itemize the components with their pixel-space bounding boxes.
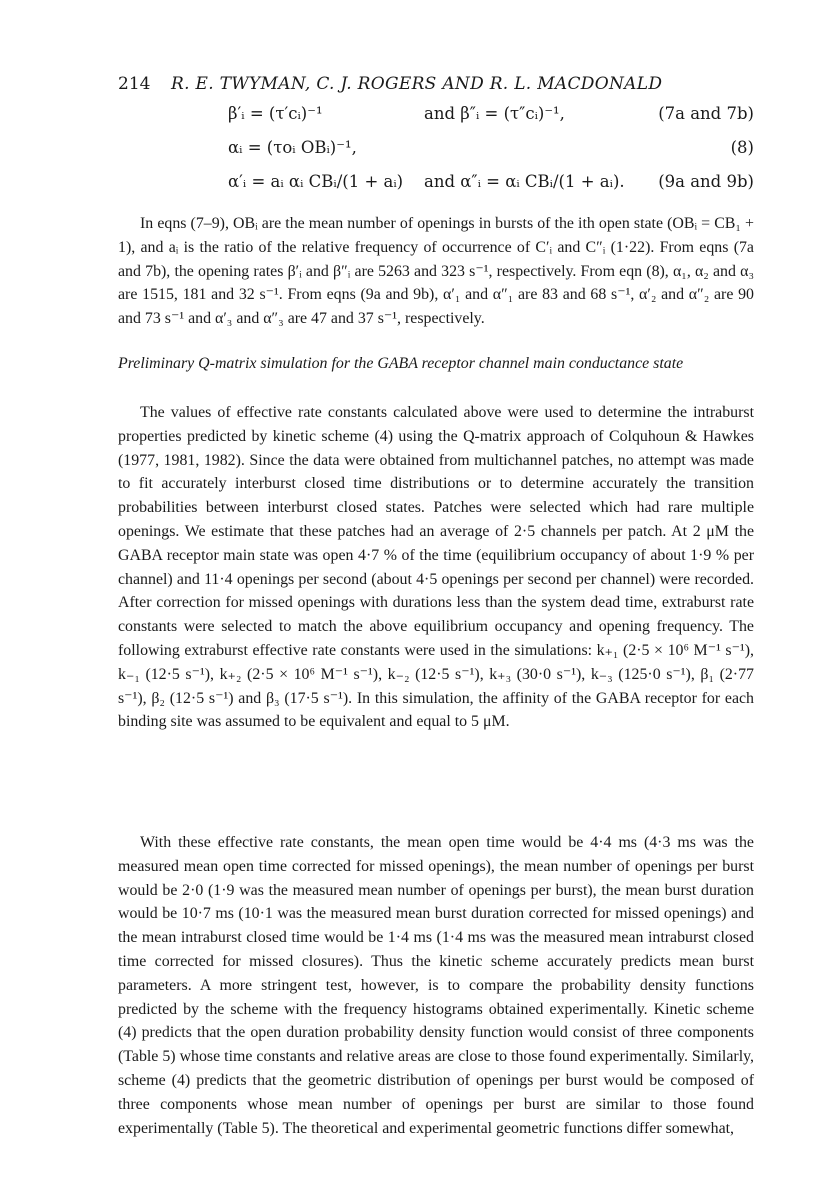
paragraph-eqn-explanation: In eqns (7–9), OBᵢ are the mean number of openings in bursts of the ith open state (OBᵢ = CB₁ + 1), and aᵢ is the ratio of the relative frequency of occurrence of C′ᵢ and C″ᵢ (1·22). From eqns (7a and 7b), the opening rates β′ᵢ and β″ᵢ are 5263 and 323 s⁻¹, respectively. From eqn (8), α₁, α₂ and α₃ are 1515, 181 and 32 s⁻¹. From eqns (9a and 9b), α′₁ and α″₁ are 83 and 68 s⁻¹, α′₂ and α″₂ are 90 and 73 s⁻¹ and α′₃ and α″₃ are 47 and 37 s⁻¹, respectively. bbox=[118, 215, 754, 328]
page-number: 214 bbox=[118, 74, 151, 94]
equation-7b: and β″ᵢ = (τ″cᵢ)⁻¹, bbox=[424, 104, 565, 123]
equation-9b: and α″ᵢ = αᵢ CBᵢ/(1 + aᵢ). bbox=[424, 172, 625, 191]
equation-9 bbox=[228, 172, 754, 196]
equation-7-number: (7a and 7b) bbox=[658, 104, 754, 123]
paragraph-simulation-results: With these effective rate constants, the mean open time would be 4·4 ms (4·3 ms was the measured mean open time corrected for missed openings), the mean number of openings per burst would be 2·0 (1·9 was the measured mean number of openings per burst), the mean burst duration would be 10·7 ms (10·1 was the measured mean burst duration corrected for missed openings) and the mean intraburst closed time would be 1·4 ms (1·4 ms was the measured mean intraburst closed time corrected for missed closures). Thus the kinetic scheme accurately predicts mean burst parameters. A more stringent test, however, is to compare the probability density functions predicted by the scheme with the frequency histograms obtained experimentally. Kinetic scheme (4) predicts that the open duration probability density function would consist of three components (Table 5) whose time constants and relative areas are close to those found experimentally. Similarly, scheme (4) predicts that the geometric distribution of openings per burst would be composed of three components whose mean number of openings per burst are similar to those found experimentally (Table 5). The theoretical and experimental geometric functions differ somewhat, bbox=[118, 834, 754, 1137]
equation-9-number: (9a and 9b) bbox=[658, 172, 754, 191]
equation-9a: α′ᵢ = aᵢ αᵢ CBᵢ/(1 + aᵢ) bbox=[228, 172, 404, 191]
equation-7 bbox=[228, 104, 754, 128]
running-head: R. E. TWYMAN, C. J. ROGERS AND R. L. MACDONALD bbox=[171, 74, 663, 94]
equation-8-body: αᵢ = (τoᵢ OBᵢ)⁻¹, bbox=[228, 138, 357, 157]
equation-8-number: (8) bbox=[730, 138, 754, 157]
section-heading: Preliminary Q-matrix simulation for the GABA receptor channel main conductance state bbox=[118, 355, 684, 372]
equation-7a: β′ᵢ = (τ′cᵢ)⁻¹ bbox=[228, 104, 323, 123]
page-header bbox=[118, 74, 754, 98]
paragraph-simulation-setup: The values of effective rate constants calculated above were used to determine the intraburst properties predicted by kinetic scheme (4) using the Q-matrix approach of Colquhoun & Hawkes (1977, 1981, 1982). Since the data were obtained from multichannel patches, no attempt was made to fit accurately interburst closed time distributions or to determine accurately the transition probabilities between interburst closed states. Patches were selected which had rare multiple openings. We estimate that these patches had an average of 2·5 channels per patch. At 2 μM the GABA receptor main state was open 4·7 % of the time (equilibrium occupancy of about 1·9 % per channel) and 11·4 openings per second (about 4·5 openings per second per channel) were recorded. After correction for missed openings with durations less than the system dead time, extraburst rate constants were selected to match the above equilibrium occupancy and opening frequency. The following extraburst effective rate constants were used in the simulations: k₊₁ (2·5 × 10⁶ M⁻¹ s⁻¹), k₋₁ (12·5 s⁻¹), k₊₂ (2·5 × 10⁶ M⁻¹ s⁻¹), k₋₂ (12·5 s⁻¹), k₊₃ (30·0 s⁻¹), k₋₃ (125·0 s⁻¹), β₁ (2·77 s⁻¹), β₂ (12·5 s⁻¹) and β₃ (17·5 s⁻¹). In this simulation, the affinity of the GABA receptor for each binding site was assumed to be equivalent and equal to 5 μM. bbox=[118, 404, 754, 731]
equation-8 bbox=[228, 138, 754, 162]
